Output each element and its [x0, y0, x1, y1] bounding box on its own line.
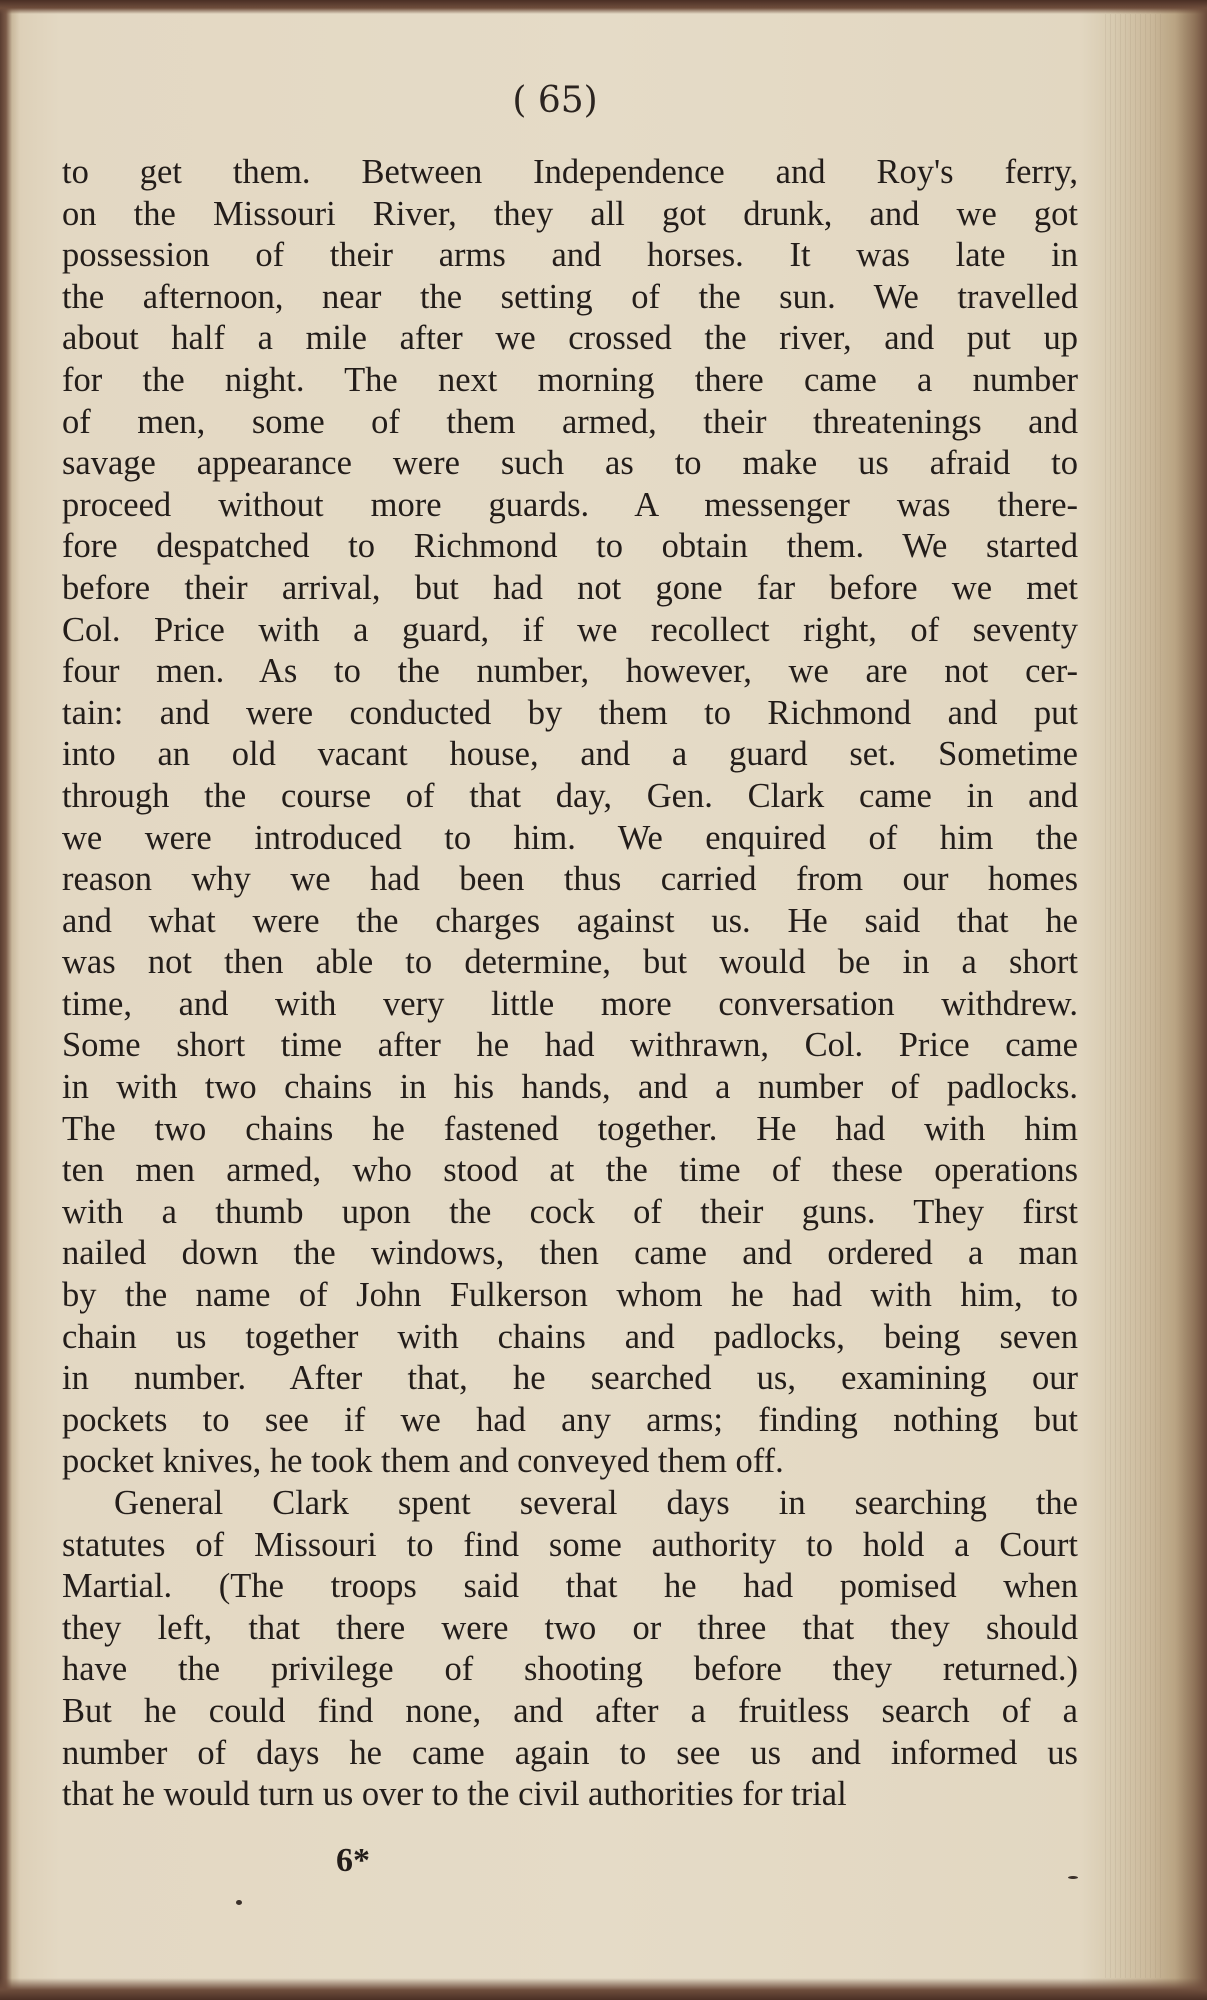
text-line: before their arrival, but had not gone far before we met [62, 568, 1078, 607]
text-line: they left, that there were two or three that they should [62, 1608, 1078, 1647]
text-line: proceed without more guards. A messenger was there- [62, 485, 1078, 524]
ink-speck [1068, 1876, 1078, 1879]
text-line: and what were the charges against us. He said that he [62, 901, 1078, 940]
text-line: for the night. The next morning there came a number [62, 360, 1078, 399]
ink-speck [236, 1900, 242, 1905]
text-line: was not then able to determine, but would be in a short [62, 943, 1078, 982]
text-line: through the course of that day, Gen. Clark came in and [62, 776, 1078, 815]
text-line: The two chains he fastened together. He had with him [62, 1109, 1078, 1148]
text-line: But he could find none, and after a fruitless search of a [62, 1691, 1078, 1730]
text-line: Some short time after he had withrawn, Col. Price came [62, 1026, 1078, 1065]
text-line: by the name of John Fulkerson whom he had with him, to [62, 1276, 1078, 1315]
text-line: four men. As to the number, however, we are not cer- [62, 652, 1078, 691]
text-line: that he would turn us over to the civil authorities for trial [62, 1775, 847, 1814]
text-line: have the privilege of shooting before they returned.) [62, 1650, 1078, 1689]
text-line: fore despatched to Richmond to obtain them. We started [62, 527, 1078, 566]
text-line: time, and with very little more conversation withdrew. [62, 984, 1078, 1023]
text-line: of men, some of them armed, their threatenings and [62, 402, 1078, 441]
text-line: ten men armed, who stood at the time of these operations [62, 1151, 1078, 1190]
text-line: on the Missouri River, they all got drunk, and we got [62, 194, 1078, 233]
text-line: in with two chains in his hands, and a number of padlocks. [62, 1068, 1078, 1107]
text-line: chain us together with chains and padlocks, being seven [62, 1317, 1078, 1356]
text-line: Martial. (The troops said that he had pomised when [62, 1567, 1078, 1606]
signature-mark: 6* [336, 1842, 370, 1879]
text-line: possession of their arms and horses. It was late in [62, 236, 1078, 275]
text-line: into an old vacant house, and a guard set. Sometime [62, 735, 1078, 774]
text-line: the afternoon, near the setting of the sun. We travelled [62, 277, 1078, 316]
text-line: in number. After that, he searched us, examining our [62, 1359, 1078, 1398]
text-line: number of days he came again to see us and informed us [62, 1733, 1078, 1772]
text-line: tain: and were conducted by them to Richmond and put [62, 693, 1078, 732]
page-edge-shadow [1105, 14, 1165, 1978]
text-line: statutes of Missouri to find some authority to hold a Court [62, 1525, 1078, 1564]
text-line: with a thumb upon the cock of their guns. They first [62, 1192, 1078, 1231]
text-line: pockets to see if we had any arms; finding nothing but [62, 1400, 1078, 1439]
text-line: about half a mile after we crossed the river, and put up [62, 319, 1078, 358]
binding-edge-top [0, 0, 1207, 14]
body-text [62, 152, 1078, 1816]
text-line: Col. Price with a guard, if we recollect right, of seventy [62, 610, 1078, 649]
text-line: we were introduced to him. We enquired of him the [62, 818, 1078, 857]
text-line: pocket knives, he took them and conveyed them off. [62, 1442, 784, 1481]
text-line: reason why we had been thus carried from our homes [62, 860, 1078, 899]
page-number: ( 65) [512, 80, 598, 121]
text-line: nailed down the windows, then came and ordered a man [62, 1234, 1078, 1273]
text-line: General Clark spent several days in searching the [114, 1484, 1078, 1522]
text-line: savage appearance were such as to make us afraid to [62, 444, 1078, 483]
text-line: to get them. Between Independence and Roy's ferry, [62, 153, 1078, 191]
binding-edge-bottom [0, 1978, 1207, 2000]
